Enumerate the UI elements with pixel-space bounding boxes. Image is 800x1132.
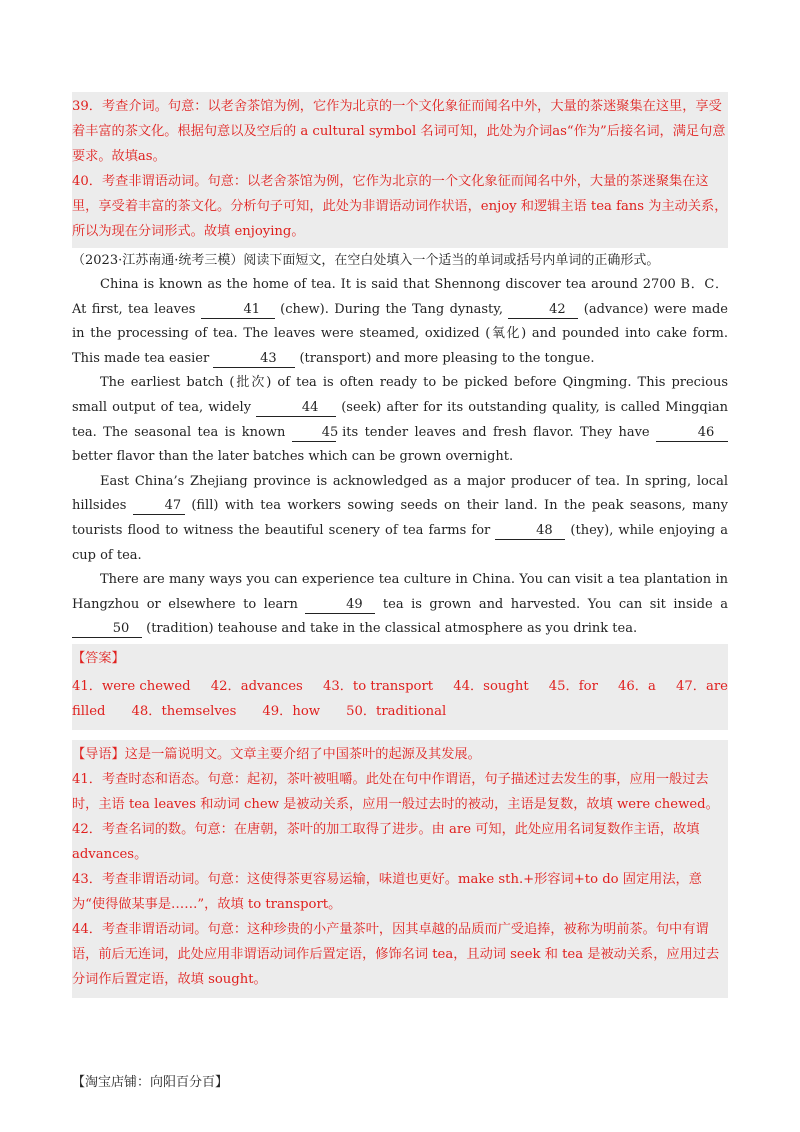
passage-text: (transport) and more pleasing to the tongue.: [295, 350, 595, 366]
answer-item: 50．traditional: [346, 704, 447, 719]
passage-paragraph-3: [72, 470, 728, 568]
guide-intro: 【导语】这是一篇说明文。文章主要介绍了中国茶叶的起源及其发展。: [72, 747, 481, 762]
shop-footer: 【淘宝店铺：向阳百分百】: [72, 1075, 229, 1090]
blank-42: 42: [508, 302, 578, 319]
explanation-43: 43．考查非谓语动词。句意：这使得茶更容易运输，味道也更好。make sth.+形容词+to do 固定用法，意为“使得做某事是……”，故填 to transport。: [72, 872, 702, 912]
answer-item: 43．to transport: [322, 679, 434, 694]
explanation-block-39-40: [72, 92, 728, 248]
answer-row-2: [72, 699, 728, 724]
answer-item: 42．advances: [210, 679, 303, 694]
answer-key-block: [72, 644, 728, 730]
blank-50: 50: [72, 621, 142, 638]
answer-item: 49．how: [262, 704, 321, 719]
passage-text: better flavor than the later batches which can be grown overnight.: [72, 449, 514, 465]
passage-text: tea is grown and harvested. You can sit inside a: [375, 596, 729, 612]
passage-text: China is known as the home of tea. It is said that Shennong discover tea around 2700 B．C． At first, tea leaves: [72, 277, 728, 317]
blank-41: 41: [201, 302, 275, 319]
explanation-block-41-44: [72, 740, 728, 998]
blank-44: 44: [256, 400, 336, 417]
blank-46: 46: [656, 425, 728, 442]
blank-45: 45: [292, 425, 336, 442]
passage-text: The earliest batch (批次) of tea is often ready to be picked before Qingming. This precious small output of tea, widely: [72, 375, 728, 415]
answer-item: 46．a: [618, 679, 656, 694]
explanation-41: 41．考查时态和语态。句意：起初，茶叶被咀嚼。此处在句中作谓语，句子描述过去发生的事，应用一般过去时，主语 tea leaves 和动词 chew 是被动关系，应用一般过去时的被动，主语是复数，故填 were chewed。: [72, 772, 719, 812]
answer-key-title: 【答案】: [72, 651, 125, 666]
passage-text: (they), while enjoying a cup of tea.: [72, 522, 728, 563]
passage-text: (advance) were made in the processing of tea. The leaves were steamed, oxidized (氧化) and pounded into cake form. This made tea easier: [72, 301, 728, 366]
explanation-39: 39．考查介词。句意：以老舍茶馆为例，它作为北京的一个文化象征而闻名中外，大量的茶迷聚集在这里，享受着丰富的茶文化。根据句意以及空后的 a cultural symbol 名词可知，此处为介词as“作为”后接名词，满足句意要求。故填as。: [72, 99, 726, 164]
answer-row-1: [72, 674, 728, 699]
passage-text: its tender leaves and fresh flavor. They have: [335, 424, 656, 440]
blank-49: 49: [305, 597, 375, 614]
exercise-source-instruction: （2023·江苏南通·统考三模）阅读下面短文，在空白处填入一个适当的单词或括号内单词的正确形式。: [72, 253, 660, 268]
blank-43: 43: [213, 351, 295, 368]
answer-item: 48．themselves: [131, 704, 237, 719]
answer-item: 45．for: [548, 679, 598, 694]
explanation-44: 44．考查非谓语动词。句意：这种珍贵的小产量茶叶，因其卓越的品质而广受追捧，被称为明前茶。句中有谓语，前后无连词，此处应用非谓语动词作后置定语，修饰名词 tea，且动词 seek 和 tea 是被动关系，应用过去分词作后置定语，故填 sought。: [72, 922, 720, 987]
blank-47: 47: [133, 498, 185, 515]
passage-paragraph-1: [72, 273, 728, 371]
blank-48: 48: [495, 523, 565, 540]
answer-item: 47．are: [676, 679, 728, 694]
passage-paragraph-2: [72, 371, 728, 469]
passage-text: (seek) after for its outstanding quality, is called Mingqian tea. The seasonal tea is known: [72, 399, 728, 440]
passage-paragraph-4: [72, 568, 728, 642]
answer-item: 44．sought: [453, 679, 529, 694]
explanation-42: 42．考查名词的数。句意：在唐朝，茶叶的加工取得了进步。由 are 可知，此处应用名词复数作主语，故填 advances。: [72, 822, 700, 862]
cloze-passage: [72, 273, 728, 642]
passage-text: (fill) with tea workers sowing seeds on their land. In the peak seasons, many tourists flood to witness the beautiful scenery of tea farms for: [72, 498, 728, 538]
passage-text: (chew). During the Tang dynasty,: [274, 301, 509, 317]
passage-text: (tradition) teahouse and take in the classical atmosphere as you drink tea.: [142, 621, 638, 637]
explanation-40: 40．考查非谓语动词。句意：以老舍茶馆为例，它作为北京的一个文化象征而闻名中外，大量的茶迷聚集在这里，享受着丰富的茶文化。分析句子可知，此处为非谓语动词作状语，enjoy 和逻辑主语 tea fans 为主动关系，所以为现在分词形式。故填 enjoying。: [72, 174, 728, 239]
passage-text: There are many ways you can experience tea culture in China. You can visit a tea plantation in Hangzhou or elsewhere to learn: [72, 572, 728, 612]
answer-item: 41．were chewed: [72, 679, 191, 694]
passage-text: East China’s Zhejiang province is acknowledged as a major producer of tea. In spring, local hillsides: [72, 473, 728, 514]
answer-item: filled: [72, 704, 106, 719]
